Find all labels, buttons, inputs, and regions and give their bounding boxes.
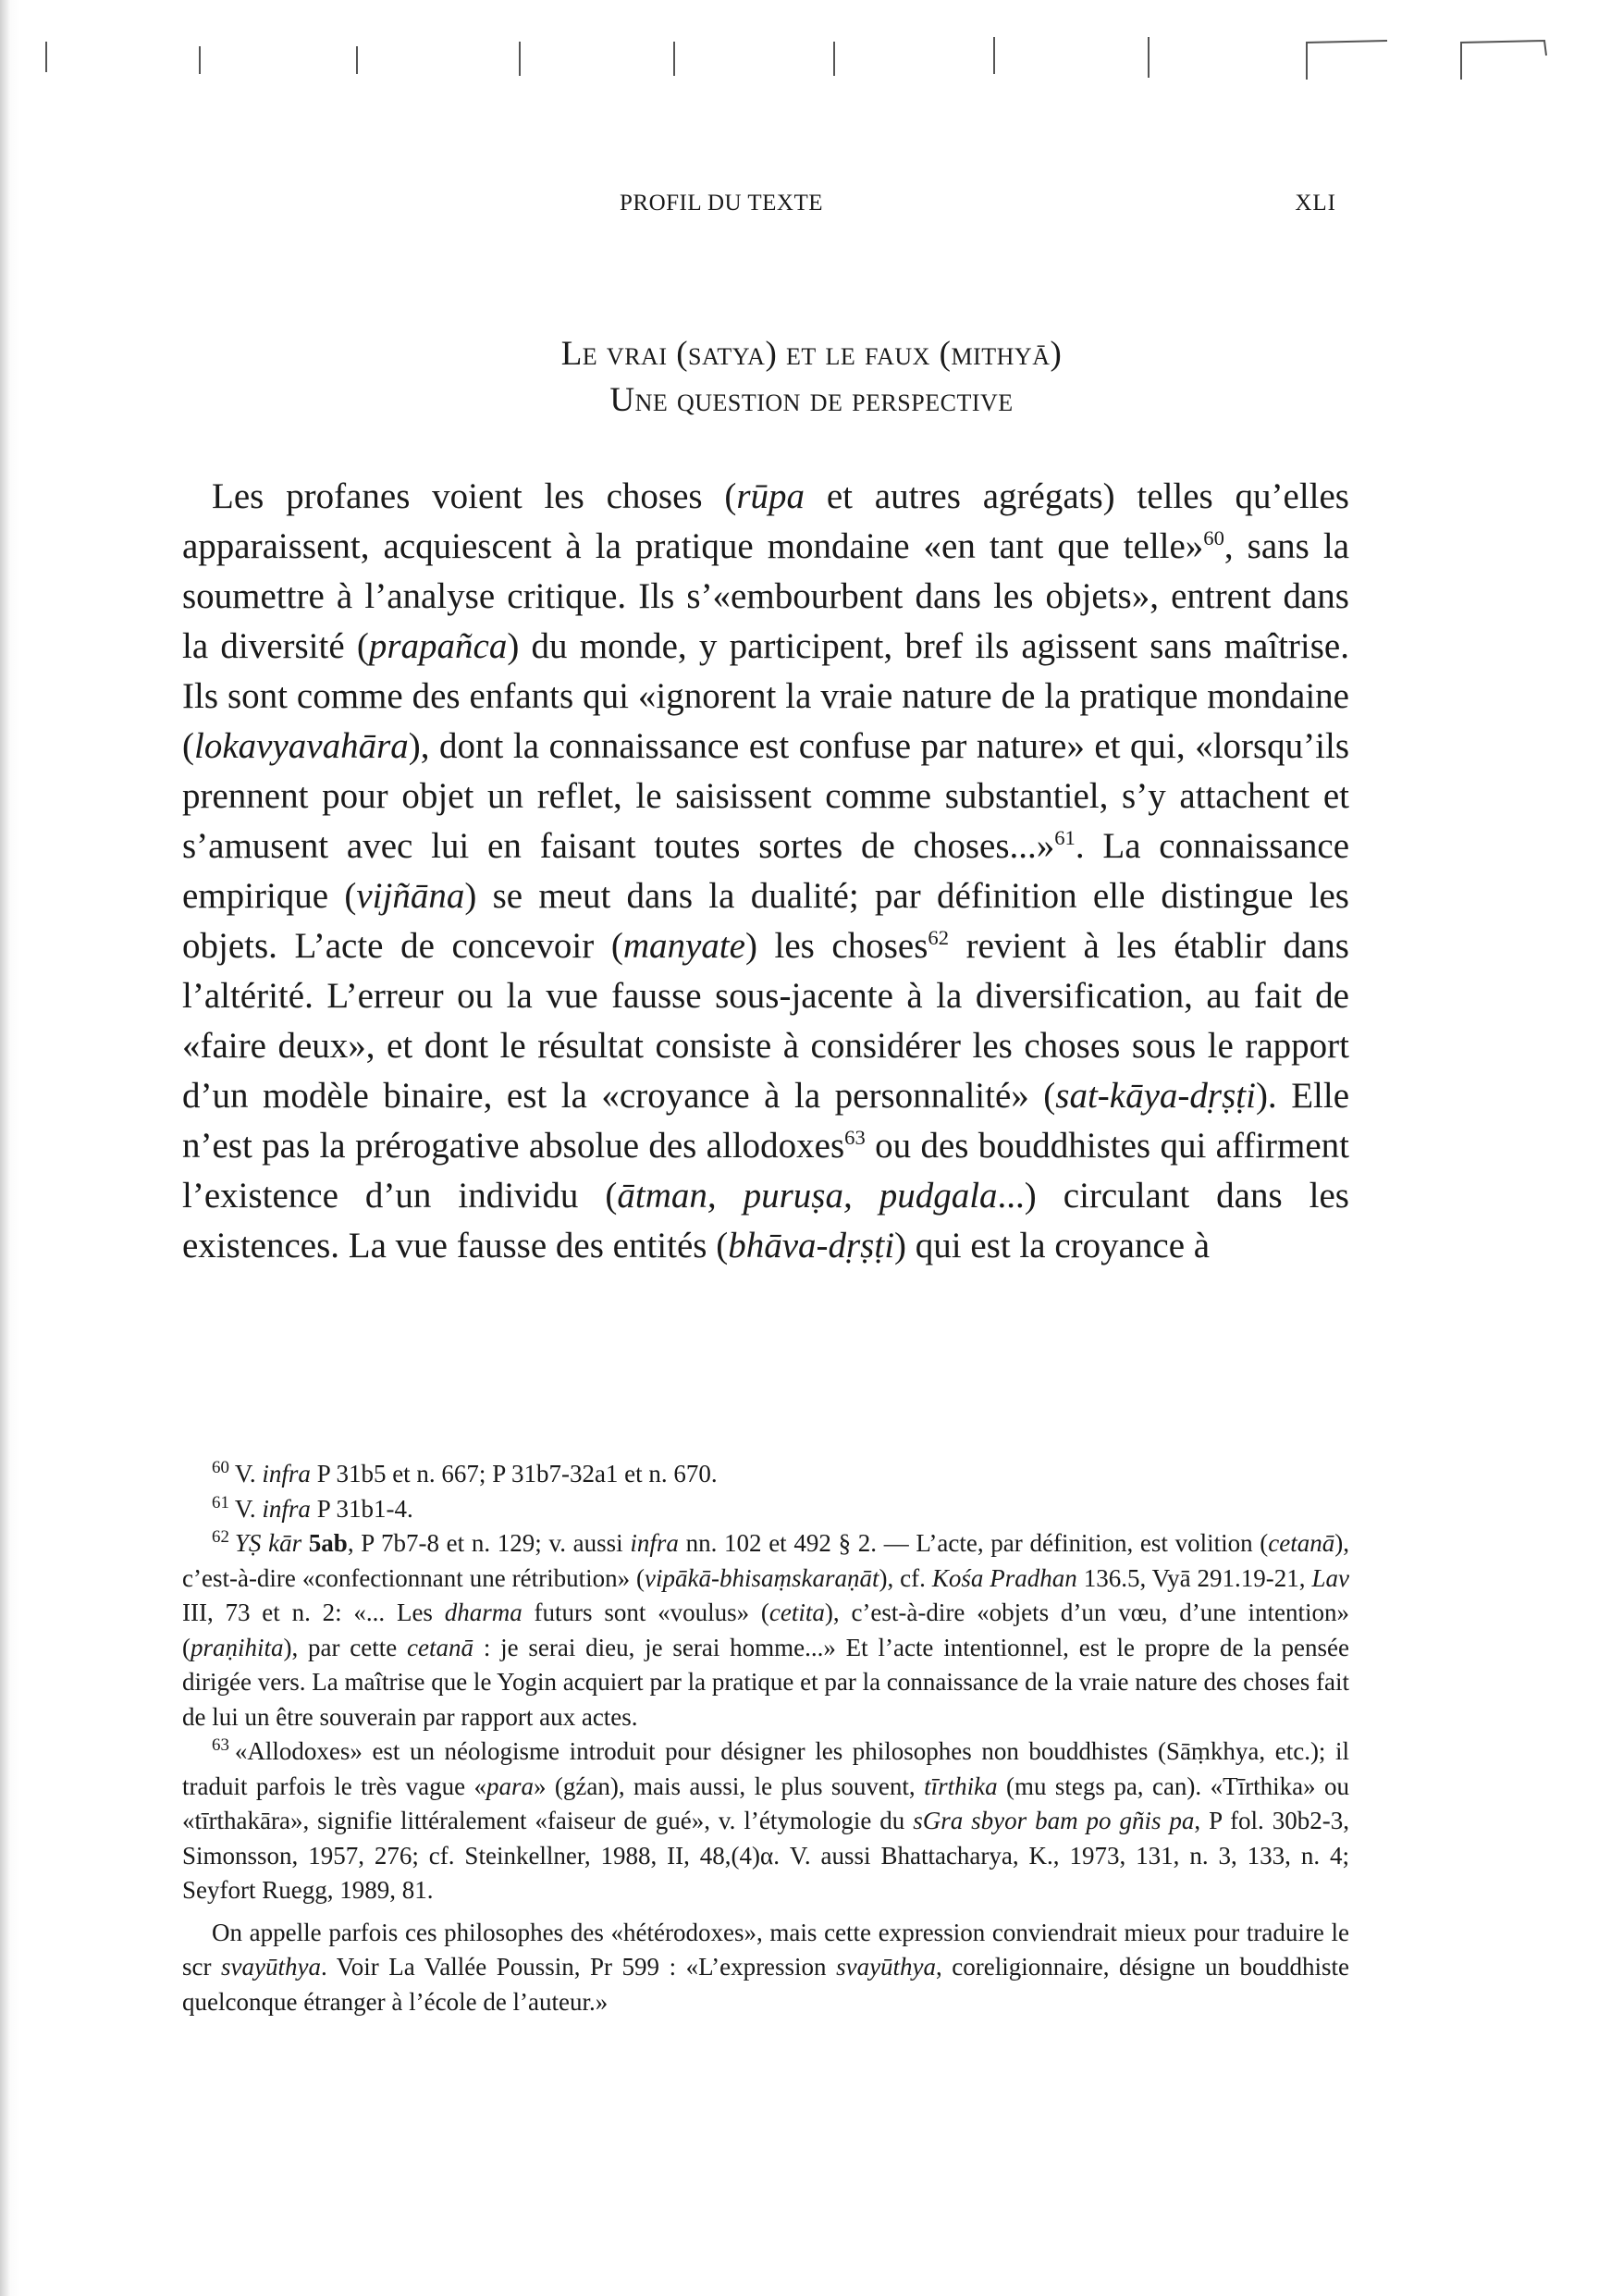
body-paragraph: Les profanes voient les choses (rūpa et autres agrégats) telles qu’elles apparaissent, acquiescent à la pratique mondaine «en tant que telle»$^{60}$, sans la soumettre à l’analyse critique. Ils s’«embourbent dans les objets», entrent dans la diversité (prapañca) du monde, y participent, bref ils agissent sans maîtrise. Ils sont comme des enfants qui «ignorent la vraie nature de la pratique mondaine (lokavyavahāra), dont la connaissance est confuse par nature» et qui, «lorsqu’ils prennent pour objet un reflet, le saisissent comme substantiel, s’y attachent et s’amusent avec lui en faisant toutes sortes de choses...»$^{61}$. La connaissance empirique (vijñāna) se meut dans la dualité; par définition elle distingue les objets. L’acte de concevoir (manyate) les choses$^{62}$ revient à les établir dans l’altérité. L’erreur ou la vue fausse sous-jacente à la diversification, au fait de «faire deux», et dont le résultat consiste à considérer les choses sous le rapport d’un modèle binaire, est la «croyance à la personnalité» (sat-kāya-dṛṣṭi). Elle n’est pas la prérogative absolue des allodoxes$^{63}$ ou des bouddhistes qui affirment l’existence d’un individu (ātman, puruṣa, pudgala...) circulant dans les existences. La vue fausse des entités (bhāva-dṛṣṭi) qui est la croyance à bbox=[182, 476, 1350, 1265]
footnote-text: V. infra P 31b1-4. bbox=[234, 1494, 413, 1523]
footnotes bbox=[182, 1457, 1349, 2019]
footnote-text: YṢ kār 5ab, P 7b7-8 et n. 129; v. aussi infra nn. 102 et 492 § 2. — L’acte, par définition, est volition (cetanā), c’est-à-dire «confectionnant une rétribution» (vipākā-bhisaṃskaraṇāt), cf. Kośa Pradhan 136.5, Vyā 291.19-21, Lav III, 73 et n. 2: «... Les dharma futurs sont «voulus» (cetita), c’est-à-dire «objets d’un vœu, d’une intention» (praṇihita), par cette cetanā : je serai dieu, je serai homme...» Et l’acte intentionnel, est le propre de la pensée dirigée vers. La maîtrise que le Yogin acquiert par la pratique et par la connaissance de la vraie nature des choses fait de lui un être souverain par rapport aux actes. bbox=[182, 1529, 1350, 1731]
footnote-text: «Allodoxes» est un néologisme introduit pour désigner les philosophes non bouddhistes (Sāṃkhya, etc.); il traduit parfois le très vague «para» (gźan), mais aussi, le plus souvent, tīrthika (mu stegs pa, can). «Tīrthika» ou «tīrthakāra», signifie littéralement «faiseur de gué», v. l’étymologie du sGra sbyor bam po gñis pa, P fol. 30b2-3, Simonsson, 1957, 276; cf. Steinkellner, 1988, II, 48,(4)α. V. aussi Bhattacharya, K., 1973, 131, n. 3, 133, n. 4; Seyfort Ruegg, 1989, 81. bbox=[182, 1737, 1349, 1904]
section-title-line-2: Une question de perspective bbox=[609, 381, 1014, 419]
section-heading bbox=[139, 331, 1484, 424]
section-title-line-1: Le vrai (satya) et le faux (mithyā) bbox=[560, 335, 1063, 373]
page-number: XLI bbox=[1295, 191, 1336, 216]
footnote-63-continuation: On appelle parfois ces philosophes des «hétérodoxes», mais cette expression conviendrait mieux pour traduire le scr svayūthya. Voir La Vallée Poussin, Pr 599 : «L’expression svayūthya, coreligionnaire, désigne un bouddhiste quelconque étranger à l’école de l’auteur.» bbox=[182, 1918, 1349, 2016]
running-head bbox=[0, 191, 1623, 228]
running-title: PROFIL DU TEXTE bbox=[620, 191, 823, 216]
footnote-61 bbox=[182, 1492, 1349, 1527]
scan-edge-shadow bbox=[0, 0, 20, 2296]
footnote-63 bbox=[182, 1734, 1349, 1908]
edge-mark bbox=[1461, 41, 1546, 80]
edge-mark bbox=[1307, 41, 1387, 80]
binding-edge-marks bbox=[0, 0, 1623, 111]
footnote-60 bbox=[182, 1457, 1349, 1492]
footnote-number: 61 bbox=[212, 1492, 229, 1512]
footnote-number: 62 bbox=[212, 1527, 229, 1547]
footnote-62 bbox=[182, 1526, 1349, 1734]
footnote-number: 63 bbox=[212, 1735, 229, 1755]
footnote-number: 60 bbox=[212, 1458, 229, 1477]
footnote-text: V. infra P 31b5 et n. 667; P 31b7-32a1 et n. 670. bbox=[234, 1460, 718, 1487]
